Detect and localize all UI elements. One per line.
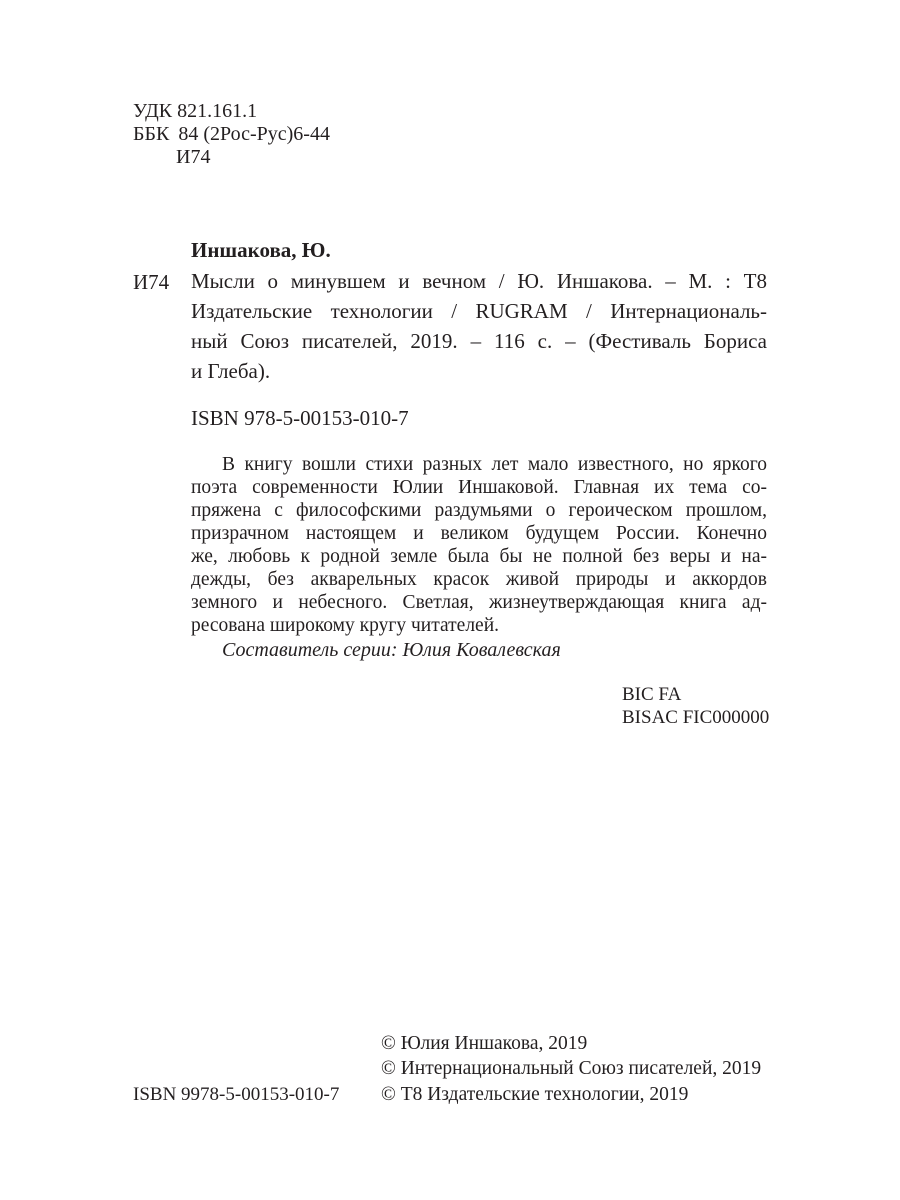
- series-compiler: Составитель серии: Юлия Ковалевская: [222, 639, 561, 661]
- annotation-line: пряжена с философскими раздумьями о героическом прошлом,: [191, 500, 767, 521]
- biblio-line: и Глеба).: [191, 359, 271, 383]
- annotation-line: ресована широкому кругу читателей.: [191, 615, 500, 636]
- udk-code: 821.161.1: [177, 100, 258, 122]
- bbk-label: ББК: [133, 123, 170, 145]
- annotation-line: дежды, без акварельных красок живой природы и аккордов: [191, 569, 767, 590]
- annotation-line: земного и небесного. Светлая, жизнеутверждающая книга ад-: [191, 592, 767, 613]
- biblio-line: Издательские технологии / RUGRAM / Интернациональ-: [191, 299, 767, 323]
- udk-label: УДК: [133, 100, 173, 122]
- bbk-code: 84 (2Рос-Рус)6-44: [178, 123, 330, 145]
- annotation-line: же, любовь к родной земле была бы не полной без веры и на-: [191, 546, 767, 567]
- annotation-line: В книгу вошли стихи разных лет мало известного, но яркого: [222, 454, 767, 475]
- bisac-code: BISAC FIC000000: [622, 707, 770, 728]
- biblio-line: ный Союз писателей, 2019. – 116 с. – (Фестиваль Бориса: [191, 329, 767, 353]
- copyright-line: © Т8 Издательские технологии, 2019: [381, 1084, 689, 1105]
- annotation-line: поэта современности Юлии Иншаковой. Главная их тема со-: [191, 477, 767, 498]
- bbk-line: [133, 122, 330, 146]
- bic-code: BIC FA: [622, 684, 682, 705]
- copyright-line: © Интернациональный Союз писателей, 2019: [381, 1058, 762, 1079]
- record-author: Иншакова, Ю.: [191, 238, 331, 262]
- bbk-author-index: И74: [176, 146, 211, 168]
- record-cutter: И74: [133, 270, 170, 294]
- copyright-line: © Юлия Иншакова, 2019: [381, 1033, 588, 1054]
- biblio-line: Мысли о минувшем и вечном / Ю. Иншакова. – М. : Т8: [191, 269, 767, 293]
- annotation-line: призрачном настоящем и великом будущем России. Конечно: [191, 523, 767, 544]
- udk-line: [133, 99, 257, 123]
- annotation: [191, 453, 767, 637]
- bibliographic-description: [191, 266, 767, 386]
- footer-isbn: ISBN 9978-5-00153-010-7: [133, 1084, 340, 1105]
- record-isbn: ISBN 978-5-00153-010-7: [191, 406, 409, 430]
